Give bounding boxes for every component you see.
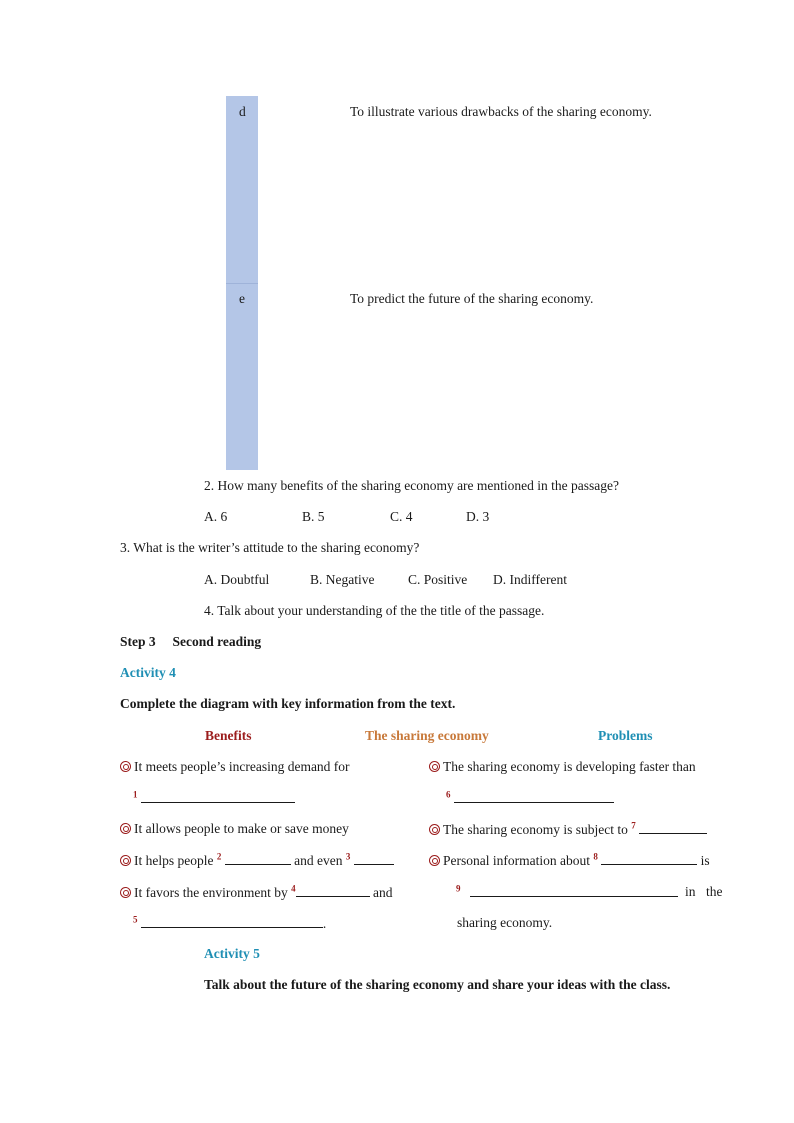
- q3-option-b[interactable]: B. Negative: [310, 572, 375, 587]
- benefit-item: It helps people $^2$ and even $^3$: [120, 851, 394, 870]
- question-3: 3. What is the writer’s attitude to the sharing economy?: [120, 540, 420, 555]
- blank-6-line: 6: [446, 789, 614, 808]
- problem-word-in: in: [685, 884, 696, 899]
- blank-1-line: 1: [133, 789, 295, 808]
- benefit-item: It favors the environment by $^4$ and: [120, 883, 392, 902]
- q2-option-b[interactable]: B. 5: [302, 509, 325, 524]
- blank-1[interactable]: [141, 789, 295, 803]
- problem-item: The sharing economy is developing faster than: [429, 758, 696, 776]
- problem-item: The sharing economy is subject to $^7$: [429, 820, 707, 839]
- bullseye-icon: [429, 761, 440, 772]
- bullseye-icon: [429, 824, 440, 835]
- problem-item: Personal information about $^8$ is: [429, 851, 710, 870]
- bullseye-icon: [429, 855, 440, 866]
- blank-5[interactable]: [141, 914, 323, 928]
- q3-option-a[interactable]: A. Doubtful: [204, 572, 270, 587]
- table-row-letter: d: [239, 104, 246, 119]
- activity-4-instruction: Complete the diagram with key information from the text.: [120, 696, 456, 711]
- blank-3[interactable]: [354, 851, 394, 865]
- benefits-header: Benefits: [205, 728, 252, 743]
- bullseye-icon: [120, 823, 131, 834]
- q3-option-c[interactable]: C. Positive: [408, 572, 468, 587]
- q2-option-c[interactable]: C. 4: [390, 509, 413, 524]
- blank-6[interactable]: [454, 789, 614, 803]
- question-4: 4. Talk about your understanding of the the title of the passage.: [204, 603, 545, 618]
- activity-4-title: Activity 4: [120, 665, 176, 680]
- blank-2[interactable]: [225, 851, 291, 865]
- table-row-text: To predict the future of the sharing economy.: [350, 291, 594, 306]
- bullseye-icon: [120, 855, 131, 866]
- problem-word-the: the: [706, 884, 723, 899]
- q3-option-d[interactable]: D. Indifferent: [493, 572, 567, 587]
- blank-5-line: $^5$ .: [133, 914, 327, 931]
- benefit-item: It allows people to make or save money: [120, 820, 349, 838]
- question-2: 2. How many benefits of the sharing economy are mentioned in the passage?: [204, 478, 619, 493]
- table-row-letter: e: [239, 291, 245, 306]
- blank-4[interactable]: [296, 883, 370, 897]
- activity-5-instruction: Talk about the future of the sharing economy and share your ideas with the class.: [204, 977, 671, 992]
- bullseye-icon: [120, 887, 131, 898]
- activity-5-title: Activity 5: [204, 946, 260, 961]
- blank-9[interactable]: [470, 883, 678, 897]
- q2-option-a[interactable]: A. 6: [204, 509, 228, 524]
- sharing-economy-header: The sharing economy: [365, 728, 489, 743]
- table-row-text: To illustrate various drawbacks of the sharing economy.: [350, 104, 652, 119]
- table-row-divider: [226, 283, 258, 284]
- step-3-title: Step 3 Second reading: [120, 634, 262, 649]
- q2-option-d[interactable]: D. 3: [466, 509, 490, 524]
- bullseye-icon: [120, 761, 131, 772]
- problem-continuation: sharing economy.: [457, 915, 553, 930]
- benefit-item: It meets people’s increasing demand for: [120, 758, 350, 776]
- blank-7[interactable]: [639, 820, 707, 834]
- blank-8[interactable]: [601, 851, 697, 865]
- blank-9-line: 9: [456, 883, 678, 902]
- problems-header: Problems: [598, 728, 653, 743]
